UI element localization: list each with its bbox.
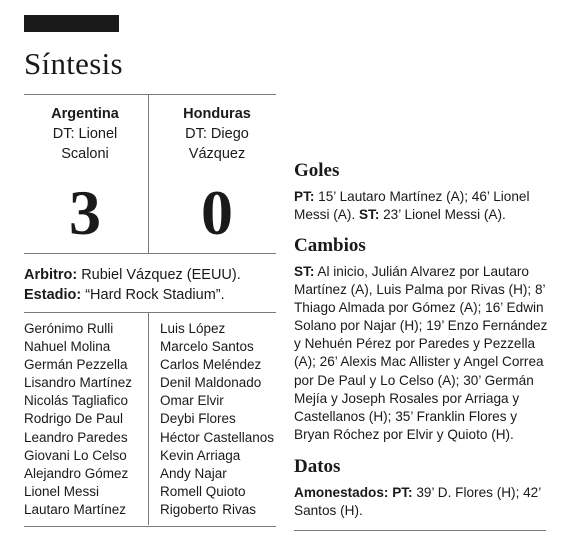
list-item: Omar Elvir <box>160 393 224 409</box>
goles-st-label: ST: <box>358 207 380 223</box>
referee-label: Arbitro: <box>24 267 78 283</box>
home-team <box>22 104 148 164</box>
datos-label: Amonestados: PT: <box>294 485 413 500</box>
stadium-line <box>24 285 241 305</box>
away-coach-line2: Vázquez <box>188 146 246 162</box>
list-item: Romell Quioto <box>160 483 246 499</box>
list-item: Nicolás Tagliafico <box>24 393 129 409</box>
datos-text <box>294 484 549 520</box>
home-coach-line2: Scaloni <box>61 146 109 162</box>
match-info <box>24 265 241 305</box>
away-team-name: Honduras <box>183 106 251 122</box>
home-score: 3 <box>69 177 101 248</box>
cambios-st-text: Al inicio, Julián Alvarez por Lautaro Martínez (A), Luis Palma por Rivas (H); 8’ Thiago Almada por Gómez (A); 16’ Edwin Solano por Najar (H); 19’ Enzo Fernández y Nehuén Pérez por Paredes y Pezzella (A); 26’ Alexis Mac Allister y Angel Correa por De Paul y Lo Celso (A); 30’ Germán Mejía y Joseph Rosales por Arriaga y Castellanos (H); 35’ Franklin Flores y Bryan Róchez por Elvir y Quioto (H). <box>294 264 548 442</box>
divider-info <box>24 312 276 313</box>
away-score: 0 <box>201 177 233 248</box>
list-item: Gerónimo Rulli <box>24 321 114 336</box>
list-item: Nahuel Molina <box>24 339 111 355</box>
home-team-name: Argentina <box>51 106 119 122</box>
list-item: Leandro Paredes <box>24 429 128 445</box>
goles-section <box>294 159 549 224</box>
list-item: Denil Maldonado <box>160 375 262 391</box>
team-divider <box>148 95 149 253</box>
list-item: Marcelo Santos <box>160 339 254 355</box>
list-item: Lionel Messi <box>24 483 100 499</box>
divider-bottom-left <box>24 526 276 527</box>
datos-title: Datos <box>294 456 341 477</box>
home-coach-line1: DT: Lionel <box>52 126 118 142</box>
divider-top <box>24 94 276 95</box>
goles-text <box>294 188 549 224</box>
cambios-st-label: ST: <box>294 264 315 279</box>
list-item: Andy Najar <box>160 465 227 481</box>
list-item: Deybi Flores <box>160 411 236 427</box>
list-item: Kevin Arriaga <box>160 447 241 463</box>
list-item: Giovani Lo Celso <box>24 447 127 463</box>
cambios-title: Cambios <box>294 235 366 256</box>
list-item: Héctor Castellanos <box>160 429 275 445</box>
header-bar <box>24 15 119 32</box>
list-item: Alejandro Gómez <box>24 465 129 481</box>
goles-st-text: 23’ Lionel Messi (A). <box>379 207 506 223</box>
list-item: Rodrigo De Paul <box>24 411 124 427</box>
goles-pt-label: PT: <box>294 189 315 204</box>
list-item: Lautaro Martínez <box>24 501 127 517</box>
datos-value: 39’ D. Flores (H); 42’ Santos (H). <box>294 485 541 519</box>
divider-score <box>24 253 276 254</box>
away-players-list <box>160 320 274 519</box>
list-item: Lisandro Martínez <box>24 375 133 391</box>
list-item: Germán Pezzella <box>24 357 128 373</box>
goles-title: Goles <box>294 160 340 181</box>
away-team <box>154 104 280 164</box>
cambios-text <box>294 263 549 444</box>
players-divider <box>148 313 149 525</box>
divider-bottom-right <box>294 530 546 531</box>
datos-section <box>294 455 549 520</box>
stadium-value: “Hard Rock Stadium”. <box>81 287 225 303</box>
list-item: Rigoberto Rivas <box>160 501 257 517</box>
page-title: Síntesis <box>24 46 123 81</box>
referee-value: Rubiel Vázquez (EEUU). <box>77 267 241 283</box>
referee-line <box>24 265 241 285</box>
cambios-section <box>294 234 549 444</box>
home-players-list <box>24 320 132 519</box>
goles-pt-text: 15’ Lautaro Martínez (A); 46’ Lionel Messi (A). <box>294 189 530 223</box>
list-item: Luis López <box>160 321 226 336</box>
list-item: Carlos Meléndez <box>160 357 262 373</box>
stadium-label: Estadio: <box>24 287 82 303</box>
away-coach-line1: DT: Diego <box>185 126 249 142</box>
